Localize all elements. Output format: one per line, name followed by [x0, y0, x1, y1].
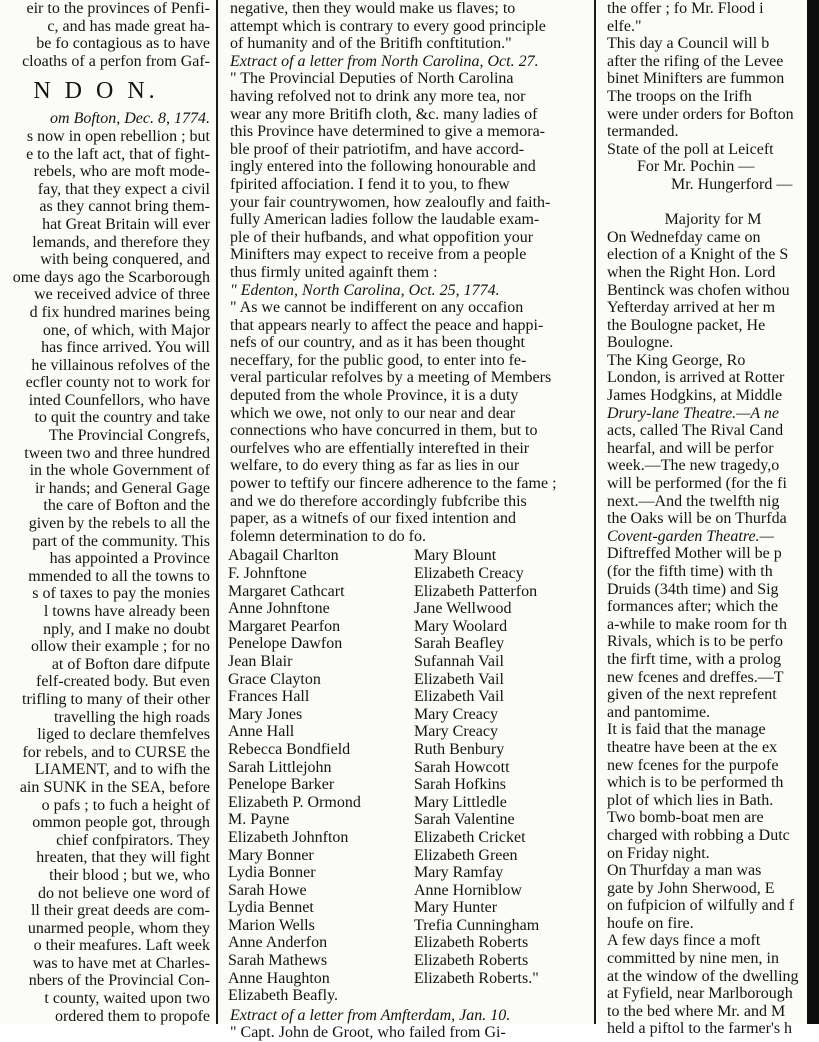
extract-heading: Extract of a letter from Amfterdam, Jan. 10. — [230, 1006, 511, 1024]
signatory-name: Elizabeth Patterfon — [414, 582, 538, 600]
signatory-row — [222, 987, 590, 1005]
text-line: Mr. Hungerford — — [671, 175, 793, 193]
signatory-name: Elizabeth Roberts." — [414, 969, 539, 987]
text-line: he villainous refolves of the — [31, 356, 210, 374]
text-line: James Hodgkins, at Middle — [607, 387, 783, 405]
text-line: ll their great deeds are com- — [30, 902, 210, 920]
signatory-name: Elizabeth Cricket — [414, 828, 526, 846]
signatory-row — [222, 618, 590, 636]
signatory-name: Sarah Beafley — [414, 635, 505, 653]
text-line: their blood ; but we, who — [49, 866, 210, 884]
text-line: having refolved not to drink any more tea, nor — [230, 87, 526, 105]
signatory-name: Margaret Cathcart — [228, 582, 345, 600]
signatory-name: Ruth Benbury — [414, 740, 505, 758]
signatory-name: Jean Blair — [228, 652, 293, 670]
text-line: the Oaks will be on Thurfda — [607, 510, 787, 528]
signatory-name: Marion Wells — [228, 916, 315, 934]
text-line: veral particular refolves by a meeting of Members — [230, 369, 552, 387]
signatory-name: Mary Hunter — [414, 899, 498, 917]
text-line: eir to the provinces of Penfi- — [26, 0, 210, 17]
text-line: acts, called The Rival Cand — [607, 422, 784, 440]
signatory-name: Elizabeth Vail — [414, 688, 504, 706]
text-line: new fcenes and dreffes.—T — [607, 668, 784, 686]
signatory-name: Sarah Valentine — [414, 811, 515, 829]
text-line: Minifters may expect to receive from a people — [230, 246, 527, 264]
signatory-name: Anne Hall — [228, 723, 295, 741]
signatory-row — [222, 600, 590, 618]
signatory-name: Lydia Bennet — [228, 899, 314, 917]
signatory-list — [222, 547, 590, 1004]
text-line: be fo contagious as to have — [36, 35, 210, 53]
text-line: which is to be performed th — [607, 774, 784, 792]
signatory-row — [222, 635, 590, 653]
left-top-text — [0, 0, 212, 70]
signatory-name: Mary Creacy — [414, 705, 498, 723]
column-rule — [594, 0, 596, 1024]
signatory-row — [222, 547, 590, 565]
signatory-row — [222, 917, 590, 935]
text-line: houfe on fire. — [607, 914, 694, 932]
text-line: ourfelves who are effentially interefted in their — [230, 439, 530, 457]
text-line: week.—The new tragedy,o — [607, 457, 780, 475]
signatory-row — [222, 741, 590, 759]
text-line: nply, and I make no doubt — [43, 620, 210, 638]
text-line: when the Right Hon. Lord — [607, 263, 776, 281]
signatory-name: Mary Woolard — [414, 617, 508, 635]
text-line: to the bed where Mr. and M — [607, 1002, 786, 1020]
text-line: power to teftify our fincere adherence to the fame ; — [230, 475, 557, 493]
text-line: binet Minifters are fummon — [607, 70, 785, 88]
text-line: that appears nearly to affect the peace and happi- — [230, 316, 544, 334]
text-line: given of the next reprefent — [607, 686, 777, 704]
text-line: election of a Knight of the S — [607, 246, 789, 264]
text-line: after the rifing of the Levee — [607, 52, 784, 70]
text-line: chief confpirators. They — [56, 831, 210, 849]
signatory-name: Elizabeth Roberts — [414, 934, 529, 952]
signatory-name: Elizabeth Creacy — [414, 565, 524, 582]
text-line: do not believe one word of — [38, 884, 210, 902]
text-line: t county, waited upon two — [44, 990, 210, 1008]
signatory-row — [222, 952, 590, 970]
text-line: The King George, Ro — [607, 351, 746, 369]
text-line: Drury-lane Theatre.—A ne — [607, 404, 779, 422]
signatory-row — [222, 583, 590, 601]
text-line: the Boulogne packet, He — [607, 316, 766, 334]
text-line: s now in open rebellion ; but — [26, 127, 210, 145]
text-line: which we owe, not only to our near and dear — [230, 404, 516, 422]
text-line: negative, then they would make us flaves; to — [230, 0, 516, 17]
text-line: at Fyfield, near Marlborough — [607, 985, 793, 1003]
text-line: The Provincial Congrefs, — [48, 427, 210, 445]
text-line: formances after; which the — [607, 598, 779, 616]
signatory-name: Jane Wellwood — [414, 600, 512, 618]
text-line: ain SUNK in the SEA, before — [19, 778, 210, 796]
signatory-name: Grace Clayton — [228, 670, 321, 688]
signatory-name: Penelope Barker — [228, 776, 335, 794]
text-line: on Friday night. — [607, 844, 710, 862]
text-line: (for the fifth time) with th — [607, 563, 773, 580]
text-line: and pantomime. — [607, 703, 711, 721]
text-line: was to have met at Charles- — [32, 954, 210, 972]
text-line: for rebels, and to CURSE the — [22, 743, 210, 761]
text-line: with being conquered, and — [40, 251, 210, 269]
signatory-row — [222, 653, 590, 671]
text-line: part of the community. This — [32, 532, 210, 550]
text-line: Druids (34th time) and Sig — [607, 580, 779, 598]
signatory-row — [222, 899, 590, 917]
text-line: lemands, and therefore they — [32, 233, 210, 251]
text-line: Diftreffed Mother will be p — [607, 545, 782, 563]
signatory-name: Sufannah Vail — [414, 652, 504, 670]
signatory-name: Sarah Howe — [228, 881, 307, 899]
text-line: as they cannot bring them- — [39, 198, 210, 216]
text-line: neceffary, for the public good, to enter into fe- — [230, 351, 527, 369]
signatory-name: Mary Bonner — [228, 846, 314, 864]
text-line: held a piftol to the farmer's h — [607, 1020, 793, 1038]
signatory-row — [222, 864, 590, 882]
text-line: thus firmly united againft them : — [230, 263, 438, 281]
section-heading: N D O N. — [33, 78, 159, 105]
signatory-name: Elizabeth Vail — [414, 670, 504, 688]
text-line: Bentinck was chofen withou — [607, 281, 790, 299]
text-line: fully American ladies follow the laudable exam- — [230, 211, 540, 229]
signatory-name: Anne Horniblow — [414, 881, 522, 899]
text-line: will be performed (for the fi — [607, 475, 787, 493]
text-line: trifling to many of their other — [22, 690, 210, 708]
text-line: the offer ; fo Mr. Flood i — [607, 0, 764, 17]
text-line: ommon people got, through — [32, 814, 210, 832]
text-line: Boulogne. — [607, 334, 674, 352]
text-line: charged with robbing a Dutc — [607, 826, 790, 844]
signatory-row — [222, 934, 590, 952]
signatory-name: Sarah Littlejohn — [228, 758, 332, 776]
text-line: felf-created body. But even — [36, 673, 210, 691]
text-line: ecfler county not to work for — [25, 374, 210, 392]
text-line: ingly entered into the following honourable and — [230, 158, 536, 176]
left-column — [0, 0, 212, 1024]
text-line: fay, that they expect a civil — [37, 180, 210, 198]
text-line: It is faid that the manage — [607, 721, 766, 739]
signatory-row — [222, 759, 590, 777]
text-line: s of taxes to pay the monies — [32, 585, 210, 603]
text-line: deputed from the whole Province, it is a duty — [230, 387, 519, 405]
right-column — [601, 0, 819, 1038]
signatory-name: Mary Creacy — [414, 723, 498, 741]
text-line: theatre have been at the ex — [607, 738, 778, 756]
text-line: hreaten, that they will fight — [36, 849, 210, 867]
middle-top-text — [222, 0, 590, 53]
signatory-row — [222, 688, 590, 706]
letter-body — [222, 70, 590, 281]
text-line: travelling the high roads — [54, 708, 210, 726]
signatory-name: Mary Ramfay — [414, 864, 504, 882]
text-line: o their meafures. Laft week — [33, 937, 210, 955]
text-line: d fix hundred marines being — [29, 303, 210, 321]
text-line: a-while to make room for th — [607, 615, 787, 633]
signatory-row — [222, 565, 590, 583]
text-line: e to the laft act, that of fight- — [26, 145, 210, 163]
text-line: ir hands; and General Gage — [34, 479, 210, 497]
text-line: Majority for M — [664, 211, 762, 229]
text-line: this Province have determined to give a memora- — [230, 123, 546, 141]
text-line: at the window of the dwelling — [607, 967, 799, 985]
text-line: fpirited affociation. I fend it to you, to fhew — [230, 175, 510, 193]
text-line: Two bomb-boat men are — [607, 809, 764, 827]
text-line: ollow their example ; for no — [30, 638, 210, 656]
signatory-row — [222, 970, 590, 988]
text-line: at of Bofton dare difpute — [51, 655, 210, 673]
text-line: Covent-garden Theatre.— — [607, 527, 774, 545]
signatory-name: Elizabeth Beafly. — [228, 987, 339, 1005]
text-line: c, and has made great ha- — [47, 17, 210, 35]
text-line: " The Provincial Deputies of North Carolina — [230, 70, 514, 88]
text-line: were under orders for Bofton — [607, 105, 794, 123]
signatory-name: Abagail Charlton — [228, 547, 339, 565]
signatory-row — [222, 723, 590, 741]
text-line: paper, as a witnefs of our fixed intention and — [230, 510, 516, 528]
signatory-row — [222, 671, 590, 689]
text-line: ordered them to propofe — [54, 1007, 210, 1025]
signatory-row — [222, 794, 590, 812]
text-line: in the whole Government of — [29, 462, 210, 480]
text-line: London, is arrived at Rotter — [607, 369, 785, 387]
signatory-name: M. Payne — [228, 811, 290, 829]
signatory-row — [222, 706, 590, 724]
text-line: welfare, to do every thing as far as lies in our — [230, 457, 520, 475]
signatory-name: Elizabeth P. Ormond — [228, 793, 361, 811]
text-line: o pafs ; to fuch a height of — [41, 796, 210, 814]
text-line: ple of their hufbands, and what oppofition your — [230, 228, 534, 246]
column-rule — [216, 0, 218, 1024]
text-line: termanded. — [607, 123, 679, 141]
text-line: For Mr. Pochin — — [637, 158, 755, 176]
text-line: tween two and three hundred — [24, 444, 210, 462]
signatory-name: Margaret Pearfon — [228, 617, 341, 635]
edenton-dateline: " Edenton, North Carolina, Oct. 25, 1774. — [230, 281, 500, 299]
signatory-name: Frances Hall — [228, 688, 310, 706]
text-line: cloaths of a perfon from Gaf- — [22, 52, 210, 70]
text-line: your fair countrywomen, how zealoufly and faith- — [230, 193, 551, 211]
signatory-name: Mary Littledle — [414, 793, 507, 811]
signatory-name: Anne Haughton — [228, 969, 330, 987]
text-line: connections who have concurred in them, but to — [230, 422, 538, 440]
text-line: of humanity and of the Britifh conftitution." — [230, 35, 512, 53]
text-line: ome days ago the Scarborough — [12, 268, 210, 286]
text-line: attempt which is contrary to every good principle — [230, 17, 546, 35]
left-body-text — [0, 128, 212, 1025]
text-line: wear any more Britifh cloth, &c. many ladies of — [230, 105, 538, 123]
signatory-row — [222, 847, 590, 865]
text-line — [601, 194, 819, 212]
text-line: A few days fince a moft — [607, 932, 761, 950]
text-line: hat Great Britain will ever — [42, 215, 210, 233]
signatory-name: Trefia Cunningham — [414, 916, 540, 934]
signatory-name: Anne Johnftone — [228, 600, 330, 618]
text-line: This day a Council will b — [607, 35, 770, 53]
signatory-name: Lydia Bonner — [228, 864, 316, 882]
signatory-name: Elizabeth Green — [414, 846, 518, 864]
text-line: Yefterday arrived at her m — [607, 299, 776, 317]
signatory-name: F. Johnftone — [228, 565, 307, 582]
signatory-row — [222, 829, 590, 847]
signatory-name: Penelope Dawfon — [228, 635, 343, 653]
signatory-name: Mary Blount — [414, 547, 497, 565]
text-line: unarmed people, whom they — [27, 919, 210, 937]
text-line: l towns have already been — [43, 603, 210, 620]
text-line: elfe." — [607, 17, 642, 35]
text-line: Rivals, which is to be perfo — [607, 633, 783, 651]
text-line: new fcenes for the purpofe — [607, 756, 779, 774]
signatory-row — [222, 811, 590, 829]
text-line: to quit the country and take — [34, 409, 210, 427]
extract-heading: Extract of a letter from North Carolina, Oct. 27. — [230, 52, 539, 70]
middle-column — [222, 0, 590, 1042]
text-line: " As we cannot be indifferent on any occafion — [230, 299, 524, 317]
text-line: On Thurfday a man was — [607, 862, 762, 880]
text-line: next.—And the twelfth nig — [607, 492, 780, 510]
text-line: one, of which, with Major — [42, 321, 210, 339]
signatory-name: Elizabeth Johnfton — [228, 828, 349, 846]
text-line: State of the poll at Leiceft — [607, 140, 774, 158]
text-line: nbers of the Provincial Con- — [28, 972, 210, 990]
text-line: hearfal, and will be perfor — [607, 439, 774, 457]
signatory-row — [222, 776, 590, 794]
text-line: gate by John Sherwood, E — [607, 879, 775, 897]
text-line: we received advice of three — [34, 286, 210, 304]
text-line: rebels, who are moft mode- — [33, 163, 210, 181]
text-line: and we do therefore accordingly fubfcribe this — [230, 492, 527, 510]
text-line: has appointed a Province — [49, 550, 210, 568]
text-line: plot of which lies in Bath. — [607, 791, 774, 809]
signatory-row — [222, 882, 590, 900]
text-line: on fufpicion of wilfully and f — [607, 897, 795, 915]
text-line: ble proof of their patriotifm, and have accord- — [230, 140, 525, 158]
text-line: " Capt. John de Groot, who failed from Gi- — [230, 1024, 506, 1042]
text-line: has fince arrived. You will — [41, 339, 210, 357]
text-line: The troops on the Irifh — [607, 87, 752, 105]
scan-edge — [807, 0, 819, 1024]
text-line: folemn determination to do fo. — [230, 527, 426, 545]
signatory-name: Mary Jones — [228, 705, 303, 723]
signatory-name: Rebecca Bondfield — [228, 740, 351, 758]
text-line: inted Counfellors, who have — [28, 391, 210, 409]
text-line: liged to declare themfelves — [37, 726, 210, 744]
text-line: LIAMENT, and to wifh the — [34, 761, 210, 779]
text-line: given by the rebels to all the — [28, 515, 210, 533]
text-line: nefs of our country, and as it has been thought — [230, 334, 525, 352]
signatory-name: Anne Anderfon — [228, 934, 328, 952]
text-line: committed by nine men, in — [607, 950, 779, 968]
dateline: om Bofton, Dec. 8, 1774. — [50, 110, 210, 128]
signatory-name — [414, 987, 590, 1005]
text-line: the care of Bofton and the — [43, 497, 210, 515]
signatory-name: Elizabeth Roberts — [414, 952, 529, 970]
signatory-name: Sarah Hofkins — [414, 776, 506, 794]
signatory-name: Sarah Howcott — [414, 758, 510, 776]
resolution-body — [222, 299, 590, 545]
signatory-name: Sarah Mathews — [228, 952, 328, 970]
text-line: the firft time, with a prolog — [607, 650, 782, 668]
text-line: mmended to all the towns to — [28, 567, 210, 585]
text-line: On Wednefday came on — [607, 228, 761, 246]
